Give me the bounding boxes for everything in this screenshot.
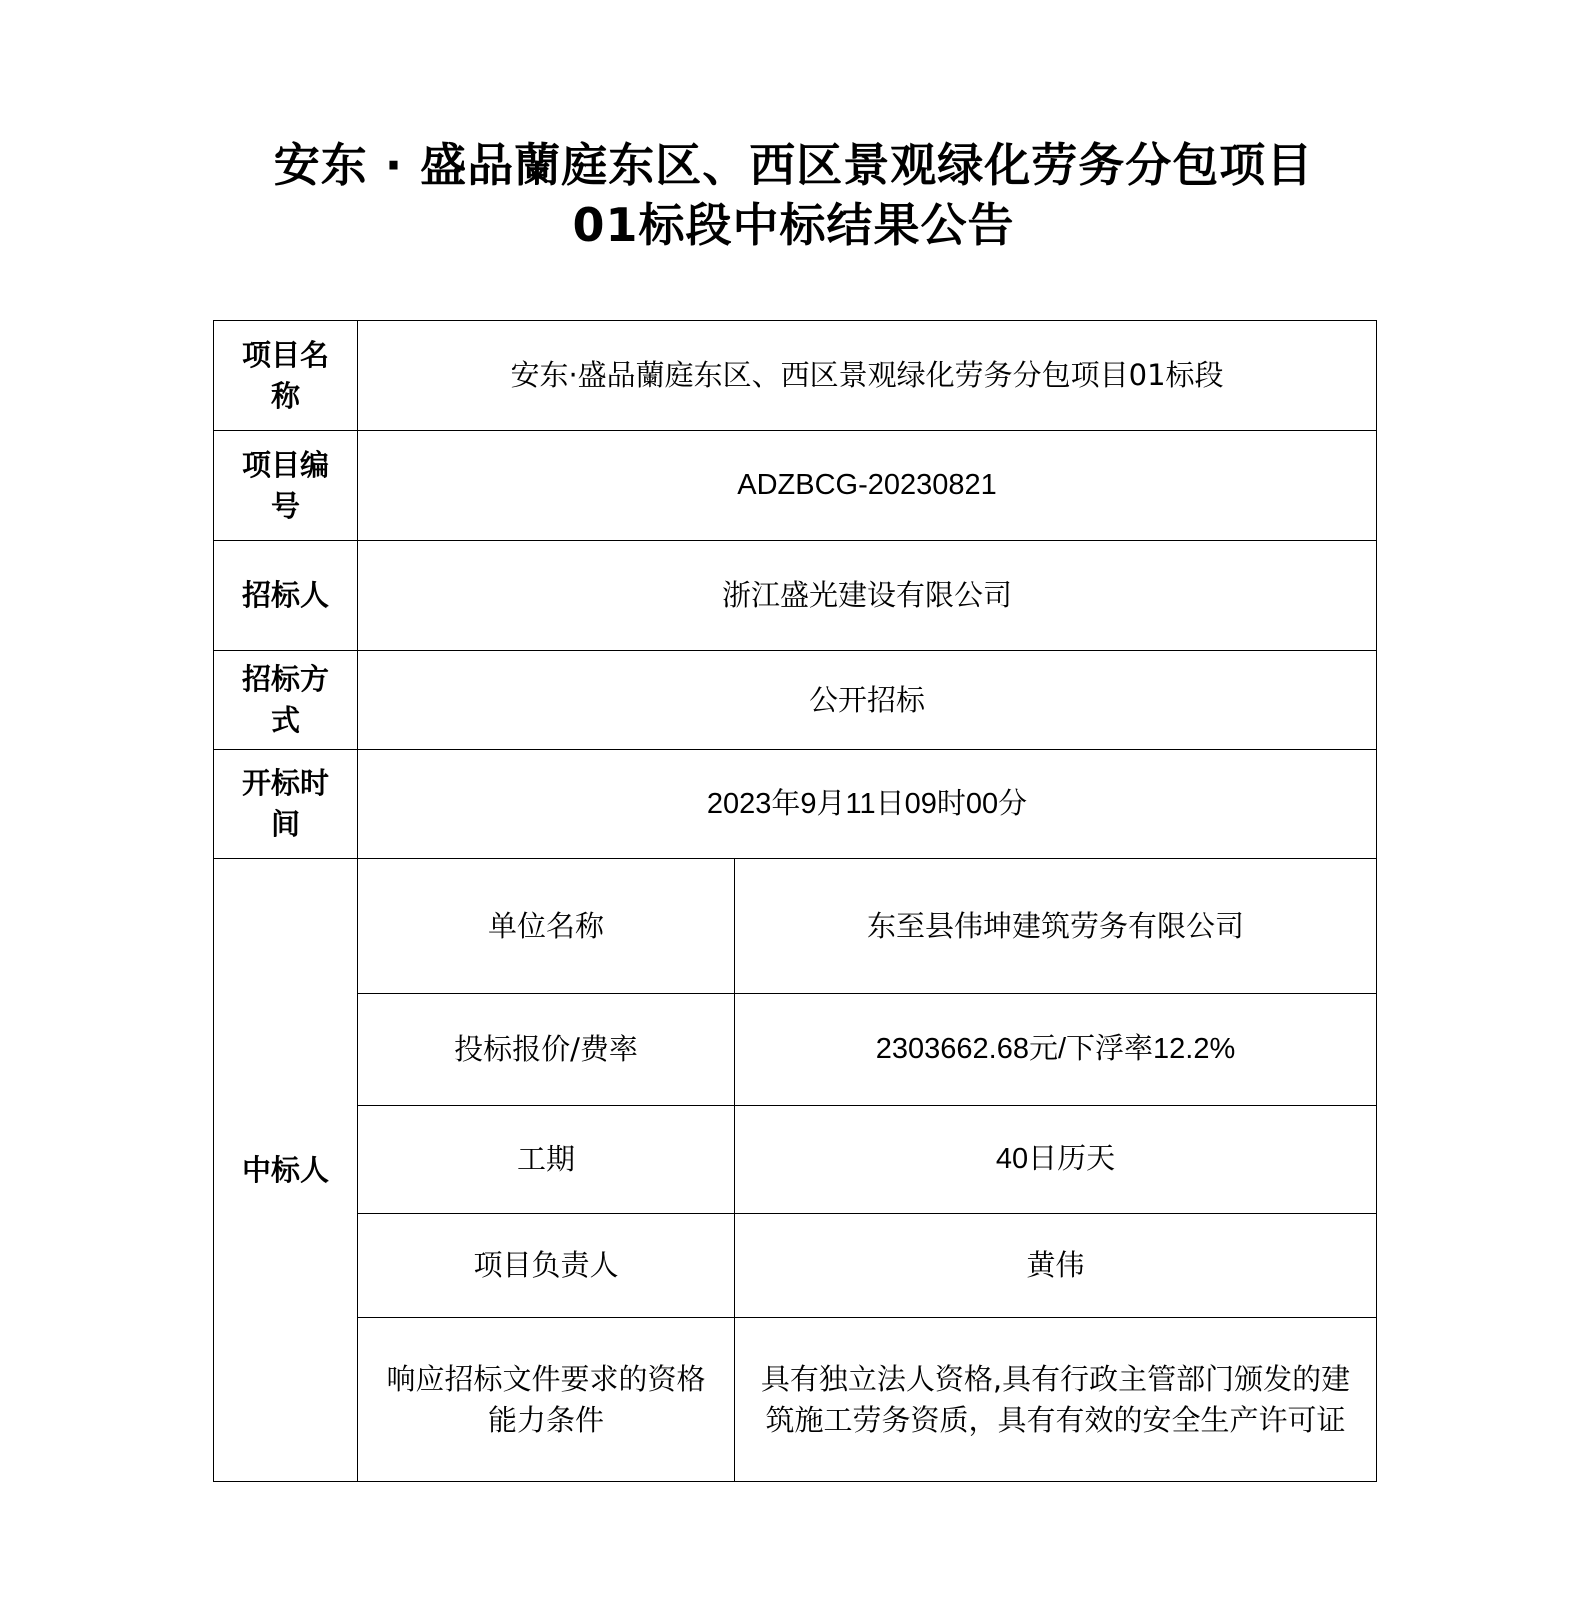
row-bid-price [214,994,1377,1106]
opening-time-label: 开标时间 [214,750,358,859]
result-table [213,320,1377,1482]
tenderer-value: 浙江盛光建设有限公司 [358,541,1377,651]
duration-value: 40日历天 [735,1106,1377,1214]
row-duration [214,1106,1377,1214]
project-name-label: 项目名称 [214,321,358,431]
row-project-number [214,431,1377,541]
row-qualification [214,1318,1377,1482]
project-number-label: 项目编号 [214,431,358,541]
tender-method-value: 公开招标 [358,651,1377,750]
bid-price-label: 投标报价/费率 [358,994,735,1106]
row-opening-time [214,750,1377,859]
qualification-label: 响应招标文件要求的资格能力条件 [358,1318,735,1482]
qualification-value: 具有独立法人资格,具有行政主管部门颁发的建筑施工劳务资质，具有有效的安全生产许可证 [735,1318,1377,1482]
row-tenderer [214,541,1377,651]
project-name-value: 安东·盛品蘭庭东区、西区景观绿化劳务分包项目01标段 [358,321,1377,431]
winner-label: 中标人 [214,859,358,1482]
row-unit-name [214,859,1377,994]
unit-name-value: 东至县伟坤建筑劳务有限公司 [735,859,1377,994]
opening-time-value: 2023年9月11日09时00分 [358,750,1377,859]
tenderer-label: 招标人 [214,541,358,651]
row-tender-method [214,651,1377,750]
project-manager-label: 项目负责人 [358,1214,735,1318]
unit-name-label: 单位名称 [358,859,735,994]
row-project-name [214,321,1377,431]
bid-price-value: 2303662.68元/下浮率12.2% [735,994,1377,1106]
duration-label: 工期 [358,1106,735,1214]
notice-title-line1: 安东 · 盛品蘭庭东区、西区景观绿化劳务分包项目 [273,138,1314,192]
notice-title-line2: 01标段中标结果公告 [572,198,1015,252]
tender-method-label: 招标方式 [214,651,358,750]
project-manager-value: 黄伟 [735,1214,1377,1318]
row-project-manager [214,1214,1377,1318]
project-number-value: ADZBCG-20230821 [358,431,1377,541]
